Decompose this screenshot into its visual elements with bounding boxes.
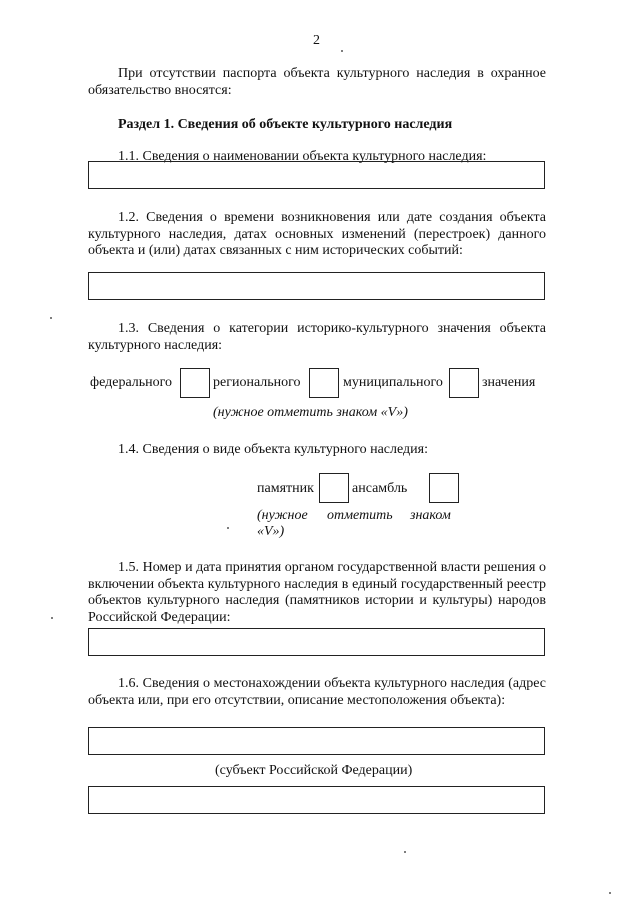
significance-label: значения	[482, 375, 536, 390]
municipal-checkbox[interactable]	[449, 368, 479, 398]
section-1-3-text: 1.3. Сведения о категории историко-культурного значения объекта культурного наследия:	[88, 321, 546, 353]
page-number: 2	[313, 33, 320, 48]
ensemble-checkbox[interactable]	[429, 473, 459, 503]
monument-label: памятник	[257, 481, 314, 496]
kind-note-word-2: отметить	[327, 508, 393, 523]
regional-label: регионального	[213, 375, 301, 390]
scan-speck	[227, 527, 229, 529]
scan-speck	[51, 617, 53, 619]
scan-speck	[341, 50, 343, 52]
ensemble-label: ансамбль	[352, 481, 408, 496]
intro-paragraph: При отсутствии паспорта объекта культурного наследия в охранное обязательство вносятся:	[88, 66, 546, 98]
dates-field[interactable]	[88, 272, 545, 300]
section-title: Раздел 1. Сведения об объекте культурного наследия	[118, 117, 453, 132]
federal-label: федерального	[90, 375, 173, 390]
name-field[interactable]	[88, 161, 545, 189]
section-1-2-text: 1.2. Сведения о времени возникновения или дате создания объекта культурного наследия, датах основных изменений (перестроек) данного объекта и (или) датах связанных с ним исторических событий:	[88, 210, 546, 258]
scan-speck	[50, 317, 52, 319]
subject-field[interactable]	[88, 786, 545, 814]
municipal-label: муниципального	[343, 375, 443, 390]
category-note: (нужное отметить знаком «V»)	[213, 405, 408, 420]
scan-speck	[404, 851, 406, 853]
subject-label: (субъект Российской Федерации)	[215, 763, 413, 778]
federal-checkbox[interactable]	[180, 368, 210, 398]
monument-checkbox[interactable]	[319, 473, 349, 503]
regional-checkbox[interactable]	[309, 368, 339, 398]
kind-note-word-3: знаком	[410, 508, 451, 523]
scan-speck	[609, 892, 611, 894]
section-1-1-text: 1.1. Сведения о наименовании объекта культурного наследия:	[118, 149, 487, 164]
location-field[interactable]	[88, 727, 545, 755]
section-1-4-text: 1.4. Сведения о виде объекта культурного наследия:	[118, 442, 428, 457]
kind-note-word-1: (нужное	[257, 508, 308, 523]
registry-decision-field[interactable]	[88, 628, 545, 656]
kind-note-word-4: «V»)	[257, 524, 285, 539]
section-1-6-text: 1.6. Сведения о местонахождении объекта культурного наследия (адрес объекта или, при его отсутствии, описание местоположения объекта):	[88, 676, 546, 708]
section-1-5-text: 1.5. Номер и дата принятия органом государственной власти решения о включении объекта культурного наследия в единый государственный реестр объектов культурного наследия (памятников истории и культуры) народов Российской Федерации:	[88, 560, 546, 625]
